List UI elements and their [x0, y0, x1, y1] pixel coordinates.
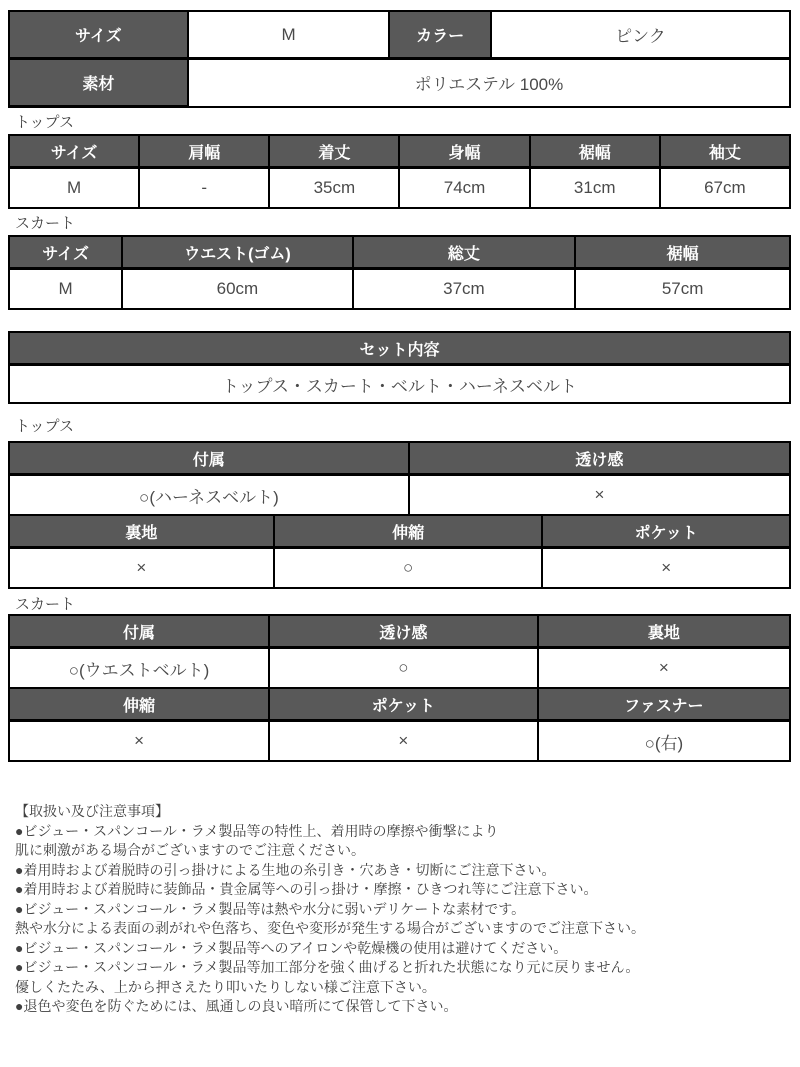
care-note-line: ●着用時および着脱時の引っ掛けによる生地の糸引き・穴あき・切断にご注意下さい。 [15, 861, 556, 878]
table-row [9, 269, 790, 310]
care-note-line: ●ビジュー・スパンコール・ラメ製品等加工部分を強く曲げると折れた状態になり元に戻りません。 [15, 959, 640, 975]
value-cell: M [9, 168, 139, 209]
value-cell: - [139, 168, 269, 209]
size-color-material-table [8, 10, 791, 108]
header-cell: サイズ [9, 135, 139, 168]
value-cell: 35cm [269, 168, 399, 209]
header-cell: 身幅 [399, 135, 529, 168]
header-cell: 裾幅 [530, 135, 660, 168]
header-cell: 伸縮 [274, 515, 543, 548]
tops-details-table-lower [8, 514, 791, 589]
header-cell: 着丈 [269, 135, 399, 168]
care-note-line: ●ビジュー・スパンコール・ラメ製品等の特性上、着用時の摩擦や衝撃により [15, 822, 499, 839]
header-cell: 付属 [9, 442, 409, 475]
header-cell: サイズ [9, 236, 122, 269]
value-cell: ○(ウエストベルト) [9, 648, 269, 689]
table-header-row [9, 515, 790, 548]
header-cell: 透け感 [409, 442, 790, 475]
value-cell: × [409, 475, 790, 516]
value-cell: × [9, 548, 274, 589]
care-note-line: 肌に刺激がある場合がございますのでご注意ください。 [15, 842, 365, 858]
value-cell: 31cm [530, 168, 660, 209]
value-cell: 67cm [660, 168, 790, 209]
value-cell: 57cm [575, 269, 790, 310]
material-value-cell: ポリエステル 100% [188, 59, 790, 107]
table-row [9, 365, 790, 404]
value-cell: 37cm [353, 269, 576, 310]
value-cell: ○ [274, 548, 543, 589]
skirt-section-label: スカート [15, 215, 76, 232]
care-notes-title: 【取扱い及び注意事項】 [15, 803, 169, 819]
care-note-line: ●着用時および着脱時に装飾品・貴金属等への引っ掛け・摩擦・ひきつれ等にご注意下さい。 [15, 881, 598, 897]
table-header-row [9, 442, 790, 475]
value-cell: 74cm [399, 168, 529, 209]
table-row [9, 11, 790, 59]
value-cell: × [269, 721, 538, 762]
table-header-row [9, 615, 790, 648]
header-cell: 裏地 [9, 515, 274, 548]
tops-section-label: トップス [15, 114, 74, 131]
header-cell: 肩幅 [139, 135, 269, 168]
header-cell: ポケット [269, 688, 538, 721]
care-note-line: ●ビジュー・スパンコール・ラメ製品等へのアイロンや乾燥機の使用は避けてください。 [15, 939, 568, 956]
table-header-row [9, 236, 790, 269]
color-label-cell: カラー [389, 11, 491, 59]
set-contents-value-cell: トップス・スカート・ベルト・ハーネスベルト [9, 365, 790, 404]
tops-details-table-upper [8, 441, 791, 516]
table-header-row [9, 135, 790, 168]
care-note-line: 優しくたたみ、上から押さえたり叩いたりしない様ご注意下さい。 [15, 978, 436, 995]
table-row [9, 168, 790, 209]
tops-details-section-label: トップス [15, 418, 74, 435]
value-cell: × [9, 721, 269, 762]
care-notes [15, 802, 791, 1017]
header-cell: ポケット [542, 515, 790, 548]
value-cell: ○(右) [538, 721, 790, 762]
header-cell: 付属 [9, 615, 269, 648]
header-cell: 総丈 [353, 236, 576, 269]
value-cell: × [542, 548, 790, 589]
skirt-details-table [8, 614, 791, 762]
table-row [9, 59, 790, 107]
table-header-row [9, 332, 790, 365]
value-cell: × [538, 648, 790, 689]
size-label-cell: サイズ [9, 11, 188, 59]
table-row [9, 548, 790, 589]
color-value-cell: ピンク [491, 11, 790, 59]
header-cell: 透け感 [269, 615, 538, 648]
skirt-details-section-label: スカート [15, 596, 76, 613]
value-cell: ○ [269, 648, 538, 689]
header-cell: 伸縮 [9, 688, 269, 721]
tops-measurements-table [8, 134, 791, 209]
value-cell: 60cm [122, 269, 352, 310]
set-contents-table [8, 331, 791, 404]
material-label-cell: 素材 [9, 59, 188, 107]
header-cell: 裏地 [538, 615, 790, 648]
header-cell: 裾幅 [575, 236, 790, 269]
set-contents-header-cell: セット内容 [9, 332, 790, 365]
table-row [9, 475, 790, 516]
table-row [9, 648, 790, 689]
header-cell: ウエスト(ゴム) [122, 236, 352, 269]
table-row [9, 721, 790, 762]
header-cell: 袖丈 [660, 135, 790, 168]
value-cell: M [9, 269, 122, 310]
care-note-line: 熱や水分による表面の剥がれや色落ち、変色や変形が発生する場合がございますのでご注意下さい。 [15, 920, 645, 936]
table-header-row [9, 688, 790, 721]
size-value-cell: M [188, 11, 389, 59]
header-cell: ファスナー [538, 688, 790, 721]
value-cell: ○(ハーネスベルト) [9, 475, 409, 516]
care-note-line: ●退色や変色を防ぐためには、風通しの良い暗所にて保管して下さい。 [15, 998, 458, 1014]
care-note-line: ●ビジュー・スパンコール・ラメ製品等は熱や水分に弱いデリケートな素材です。 [15, 900, 526, 917]
skirt-measurements-table [8, 235, 791, 310]
